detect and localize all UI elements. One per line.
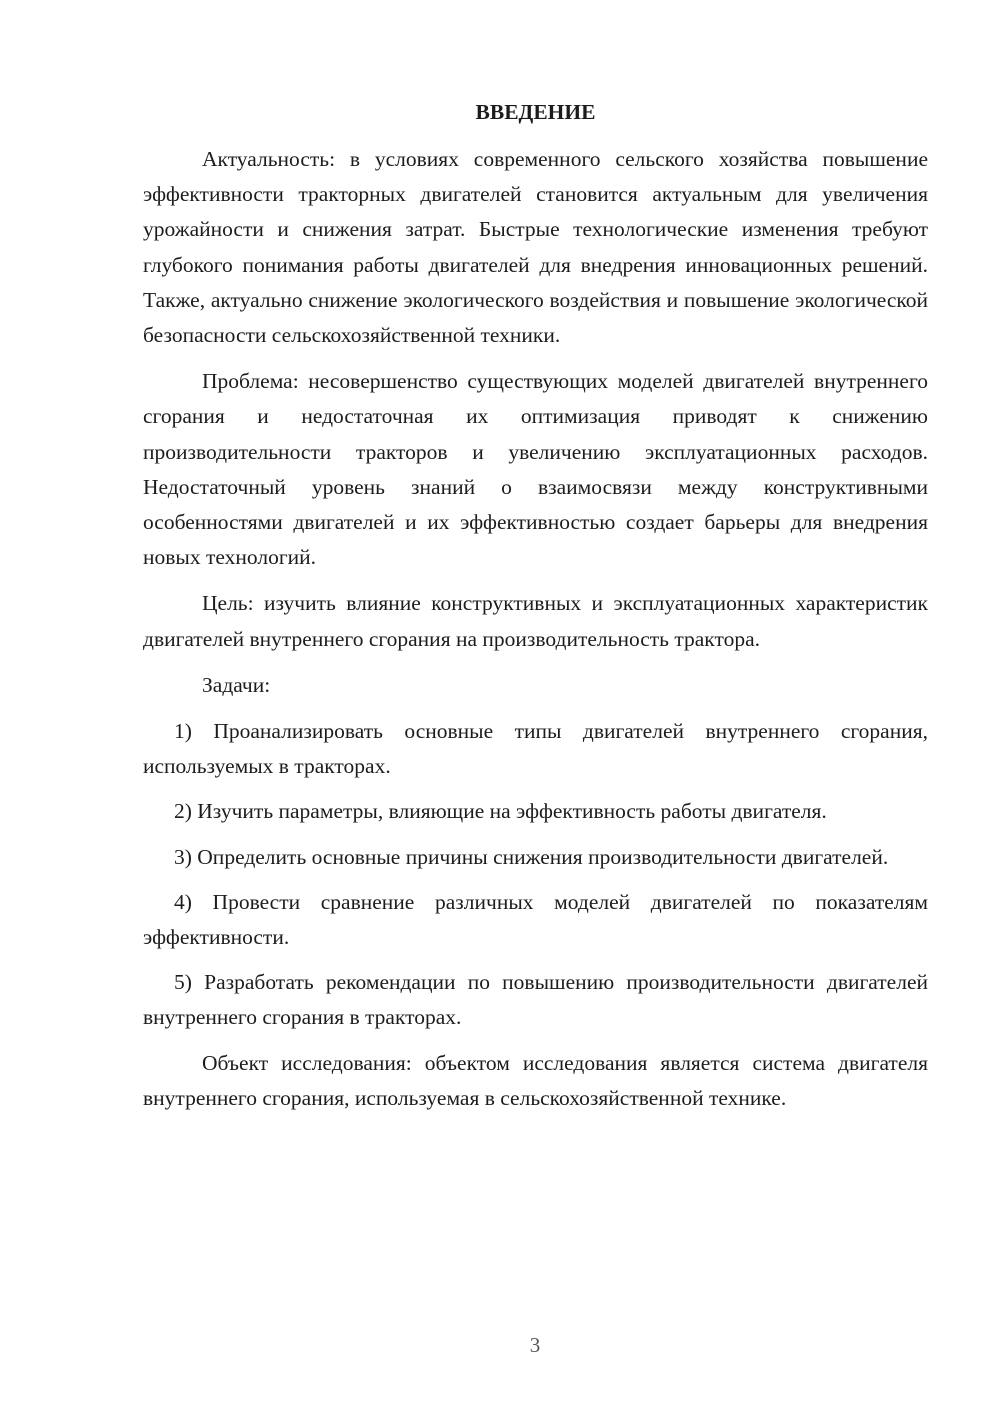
- paragraph-research-object: Объект исследования: объектом исследования является система двигателя внутреннего сгорания, используемая в сельскохозяйственной технике.: [143, 1050, 928, 1110]
- task-item-5: 5) Разработать рекомендации по повышению производительности двигателей внутреннего сгорания в тракторах.: [143, 970, 928, 1030]
- section-title: ВВЕДЕНИЕ: [475, 100, 596, 124]
- paragraph-goal: Цель: изучить влияние конструктивных и эксплуатационных характеристик двигателей внутреннего сгорания на производительность трактора.: [143, 591, 928, 651]
- task-item-4: 4) Провести сравнение различных моделей двигателей по показателям эффективности.: [143, 889, 928, 950]
- document-page: [143, 96, 928, 1127]
- paragraph-problem: Проблема: несовершенство существующих моделей двигателей внутреннего сгорания и недостаточная их оптимизация приводят к снижению производительности тракторов и увеличению эксплуатационных расходов. Недостаточный уровень знаний о взаимосвязи между конструктивными особенностями двигателей и их эффективностью создает барьеры для внедрения новых технологий.: [143, 369, 928, 570]
- task-item-1: 1) Проанализировать основные типы двигателей внутреннего сгорания, используемых в тракторах.: [143, 719, 928, 779]
- paragraph-relevance: Актуальность: в условиях современного сельского хозяйства повышение эффективности тракторных двигателей становится актуальным для увеличения урожайности и снижения затрат. Быстрые технологические изменения требуют глубокого понимания работы двигателей для внедрения инновационных решений. Также, актуально снижение экологического воздействия и повышение экологической безопасности сельскохозяйственной техники.: [143, 147, 928, 348]
- task-item-3: 3) Определить основные причины снижения производительности двигателей.: [174, 844, 889, 869]
- paragraph-tasks-heading: Задачи:: [202, 672, 271, 697]
- page-number: 3: [529, 1333, 541, 1357]
- task-item-2: 2) Изучить параметры, влияющие на эффективность работы двигателя.: [174, 799, 827, 824]
